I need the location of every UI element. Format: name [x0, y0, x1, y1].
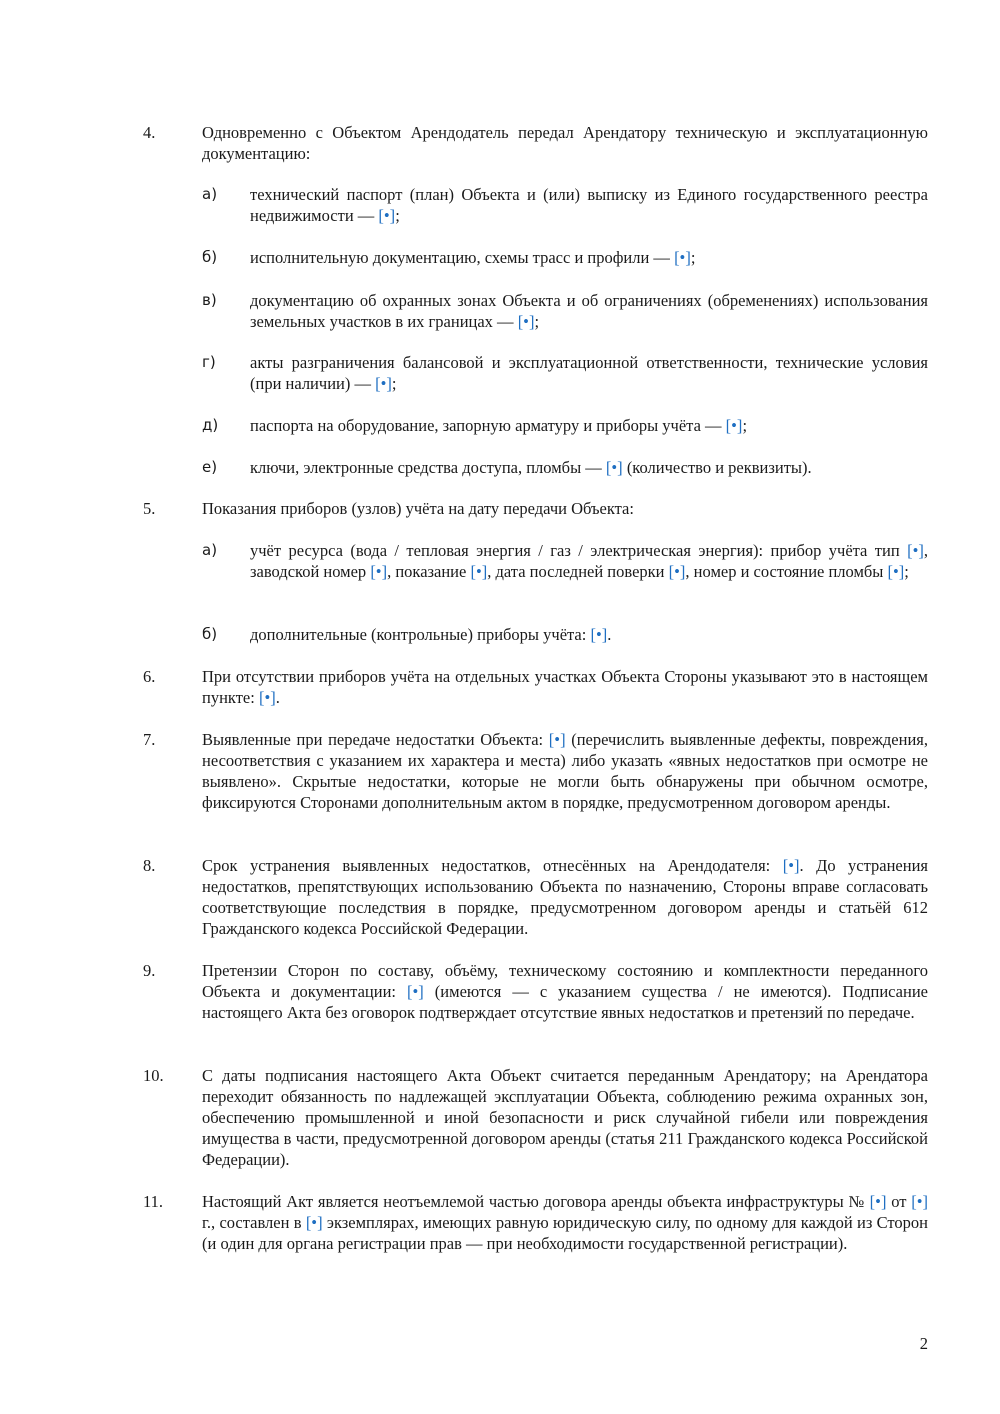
- clause-text: При отсутствии приборов учёта на отдельных участках Объекта Стороны указывают это в настоящем пункте: [•].: [202, 667, 928, 707]
- clause-text: Выявленные при передаче недостатки Объекта: [•] (перечислить выявленные дефекты, повреждения, несоответствия с указанием их характера и места) либо указать «явных недостатков при осмотре не выявлено». Скрытые недостатки, которые не могли быть обнаружены при обычном осмотре, фиксируются Сторонами дополнительным актом в порядке, предусмотренном договором аренды.: [202, 730, 928, 812]
- clause-4-subitem-b: [202, 247, 928, 268]
- clause-number: 9.: [143, 961, 156, 980]
- clause-4-subitem-v: [202, 290, 928, 332]
- clause-number: 11.: [143, 1192, 164, 1211]
- subitem-letter: в): [202, 291, 217, 309]
- placeholder-marker: [•]: [674, 248, 691, 267]
- clause-4-subitem-d: [202, 415, 928, 436]
- placeholder-marker: [•]: [375, 374, 392, 393]
- placeholder-marker: [•]: [517, 312, 535, 331]
- clause-number: 5.: [143, 499, 156, 518]
- clause-11: [143, 1191, 928, 1254]
- subitem-text: учёт ресурса (вода / тепловая энергия / газ / электрическая энергия): прибор учёта тип [•], заводской номер [•], показание [•], дата последней поверки [•], номер и состояние пломбы [•];: [250, 541, 928, 581]
- clause-7: [143, 729, 928, 813]
- placeholder-marker: [•]: [305, 1213, 323, 1232]
- clause-text: Претензии Сторон по составу, объёму, техническому состоянию и комплектности переданного Объекта и документации: [•] (имеются — с указанием существа / не имеются). Подписание настоящего Акта без оговорок подтверждает отсутствие явных недостатков и претензий по передаче.: [202, 961, 928, 1022]
- subitem-text: технический паспорт (план) Объекта и (или) выписку из Единого государственного реестра недвижимости — [•];: [250, 185, 928, 225]
- clause-number: 6.: [143, 667, 156, 686]
- clause-5-subitem-a: [202, 540, 928, 582]
- clause-6: [143, 666, 928, 708]
- subitem-letter: а): [202, 185, 218, 203]
- subitem-text: ключи, электронные средства доступа, пломбы — [•] (количество и реквизиты).: [250, 458, 812, 477]
- clause-text: Настоящий Акт является неотъемлемой частью договора аренды объекта инфраструктуры № [•] от [•] г., составлен в [•] экземплярах, имеющих равную юридическую силу, по одному для каждой из Сторон (и один для органа регистрации прав — при необходимости государственной регистрации).: [202, 1192, 929, 1253]
- placeholder-marker: [•]: [370, 562, 388, 581]
- clause-text: Срок устранения выявленных недостатков, отнесённых на Арендодателя: [•]. До устранения недостатков, препятствующих использованию Объекта по назначению, Стороны вправе согласовать соответствующие последствия в порядке, предусмотренном договором аренды и статьёй 612 Гражданского кодекса Российской Федерации.: [202, 856, 928, 938]
- placeholder-marker: [•]: [911, 1192, 928, 1211]
- placeholder-marker: [•]: [887, 562, 905, 581]
- subitem-letter: е): [202, 458, 218, 476]
- clause-10: [143, 1065, 928, 1170]
- clause-number: 10.: [143, 1066, 164, 1085]
- placeholder-marker: [•]: [668, 562, 686, 581]
- placeholder-marker: [•]: [548, 730, 566, 749]
- placeholder-marker: [•]: [725, 416, 743, 435]
- placeholder-marker: [•]: [378, 206, 396, 225]
- clause-text: С даты подписания настоящего Акта Объект считается переданным Арендатору; на Арендатора переходит обязанность по надлежащей эксплуатации Объекта, соблюдению режима охранных зон, обеспечению промышленной и иной безопасности и риск случайной гибели или повреждения имущества в части, предусмотренной договором аренды (статья 211 Гражданского кодекса Российской Федерации).: [202, 1066, 928, 1169]
- placeholder-marker: [•]: [407, 982, 424, 1001]
- placeholder-marker: [•]: [869, 1192, 887, 1211]
- clause-4-subitem-e: [202, 457, 928, 478]
- clause-number: 4.: [143, 123, 156, 142]
- clause-text: Одновременно с Объектом Арендодатель передал Арендатору техническую и эксплуатационную документацию:: [202, 123, 928, 163]
- placeholder-marker: [•]: [470, 562, 488, 581]
- clause-4-subitem-g: [202, 352, 928, 394]
- placeholder-marker: [•]: [590, 625, 608, 644]
- subitem-text: документацию об охранных зонах Объекта и об ограничениях (обременениях) использования земельных участков в их границах — [•];: [250, 291, 928, 331]
- subitem-text: исполнительную документацию, схемы трасс и профили — [•];: [250, 248, 696, 267]
- subitem-text: акты разграничения балансовой и эксплуатационной ответственности, технические условия (при наличии) — [•];: [250, 353, 928, 393]
- clause-4: [143, 122, 928, 164]
- placeholder-marker: [•]: [605, 458, 623, 477]
- clause-9: [143, 960, 928, 1023]
- clause-5-subitem-b: [202, 624, 928, 645]
- subitem-letter: г): [202, 353, 216, 371]
- subitem-letter: б): [202, 625, 218, 643]
- placeholder-marker: [•]: [907, 541, 924, 560]
- clause-8: [143, 855, 928, 939]
- subitem-text: паспорта на оборудование, запорную арматуру и приборы учёта — [•];: [250, 416, 748, 435]
- clause-4-subitem-a: [202, 184, 928, 226]
- subitem-letter: д): [202, 416, 219, 434]
- subitem-letter: б): [202, 248, 218, 266]
- subitem-text: дополнительные (контрольные) приборы учёта: [•].: [250, 625, 612, 644]
- clause-5: [143, 498, 928, 519]
- page-number: 2: [919, 1334, 928, 1353]
- placeholder-marker: [•]: [782, 856, 800, 875]
- clause-text: Показания приборов (узлов) учёта на дату передачи Объекта:: [202, 499, 634, 518]
- placeholder-marker: [•]: [258, 688, 276, 707]
- clause-number: 7.: [143, 730, 156, 749]
- subitem-letter: а): [202, 541, 218, 559]
- clause-number: 8.: [143, 856, 156, 875]
